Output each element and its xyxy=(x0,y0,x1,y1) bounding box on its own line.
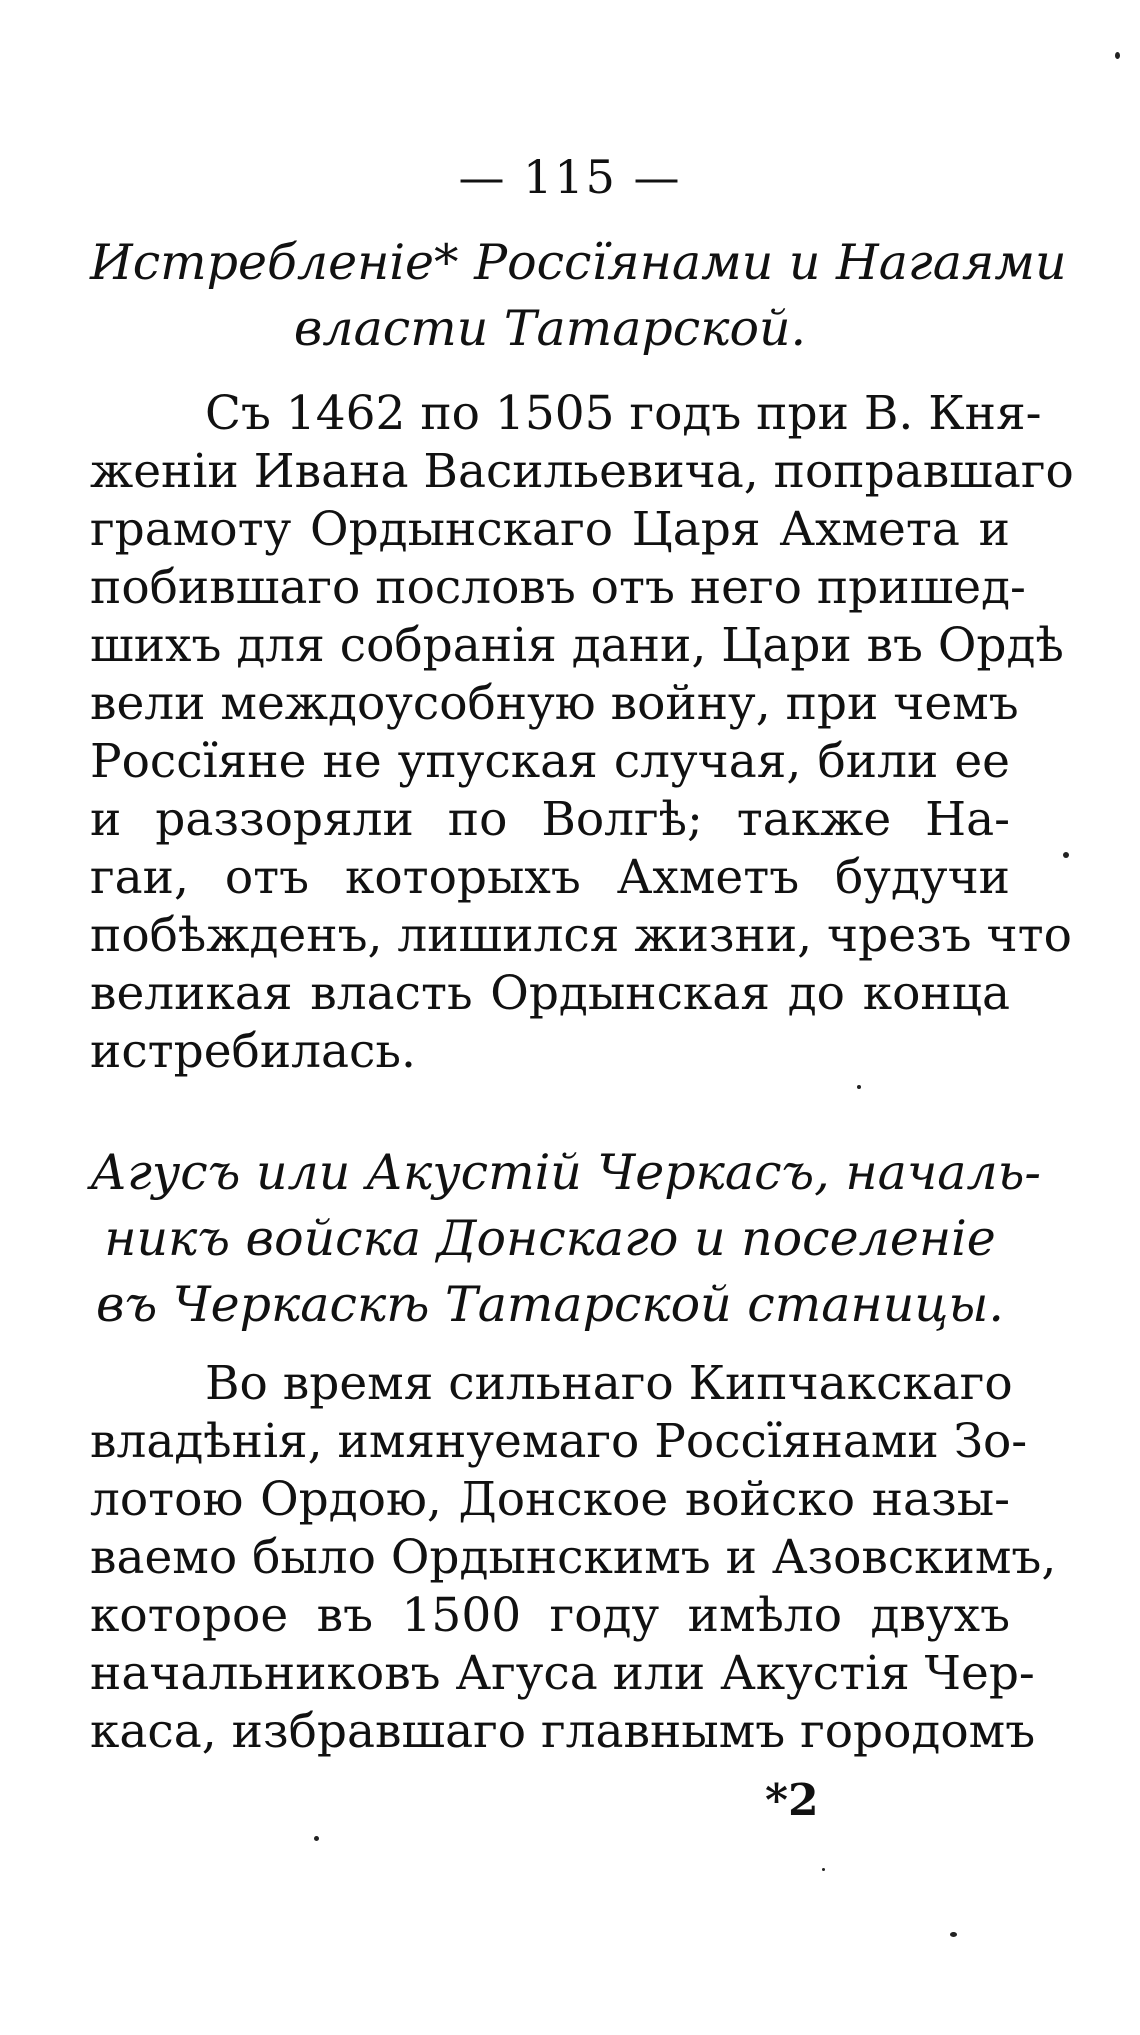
text-line: каса, избравшаго главнымъ городомъ xyxy=(90,1704,1036,1759)
text-line: и раззоряли по Волгѣ; также На- xyxy=(90,792,1010,847)
section-heading-2 xyxy=(90,1140,1041,1338)
section-heading-1 xyxy=(90,230,1067,362)
text-line: женіи Ивана Васильевича, поправшаго xyxy=(90,444,1074,499)
text-line: побѣжденъ, лишился жизни, чрезъ что xyxy=(90,908,1072,963)
heading-line: Агусъ или Акустій Черкасъ, началь- xyxy=(90,1144,1041,1201)
text-line: шихъ для собранія дани, Цари въ Ордѣ xyxy=(90,618,1064,673)
text-line: лотою Ордою, Донское войско назы- xyxy=(90,1472,1010,1527)
paragraph-1 xyxy=(90,385,1074,1081)
scan-speck xyxy=(857,1085,861,1089)
text-line: которое въ 1500 году имѣло двухъ xyxy=(90,1588,1010,1643)
scan-speck xyxy=(1115,52,1120,59)
scan-speck xyxy=(950,1932,957,1937)
scan-speck xyxy=(1063,852,1069,858)
heading-line: власти Татарской. xyxy=(293,300,807,357)
scan-speck xyxy=(822,1868,825,1871)
text-line: грамоту Ордынскаго Царя Ахмета и xyxy=(90,502,1010,557)
text-line: ваемо было Ордынскимъ и Азовскимъ, xyxy=(90,1530,1057,1585)
text-line: Россїяне не упуская случая, били ее xyxy=(90,734,1010,789)
text-line: начальниковъ Агуса или Акустія Чер- xyxy=(90,1646,1035,1701)
heading-line: никъ войска Донскаго и поселеніе xyxy=(104,1210,996,1267)
text-line: вели междоусобную войну, при чемъ xyxy=(90,676,1019,731)
scan-speck xyxy=(314,1836,319,1841)
heading-line: въ Черкаскѣ Татарской станицы. xyxy=(96,1276,1004,1333)
heading-line: Истребленіе* Россїянами и Нагаями xyxy=(90,234,1067,291)
text-line: Во время сильнаго Кипчакскаго xyxy=(205,1356,1013,1411)
text-line: истребилась. xyxy=(90,1024,416,1079)
signature-mark: *2 xyxy=(765,1775,819,1826)
text-line: Съ 1462 по 1505 годъ при В. Кня- xyxy=(205,386,1042,441)
text-line: великая власть Ордынская до конца xyxy=(90,966,1010,1021)
paragraph-2 xyxy=(90,1355,1057,1761)
page-number: — 115 — xyxy=(458,150,682,204)
text-line: побившаго пословъ отъ него пришед- xyxy=(90,560,1026,615)
text-line: гаи, отъ которыхъ Ахметъ будучи xyxy=(90,850,1010,905)
text-line: владѣнія, имянуемаго Россїянами Зо- xyxy=(90,1414,1028,1469)
